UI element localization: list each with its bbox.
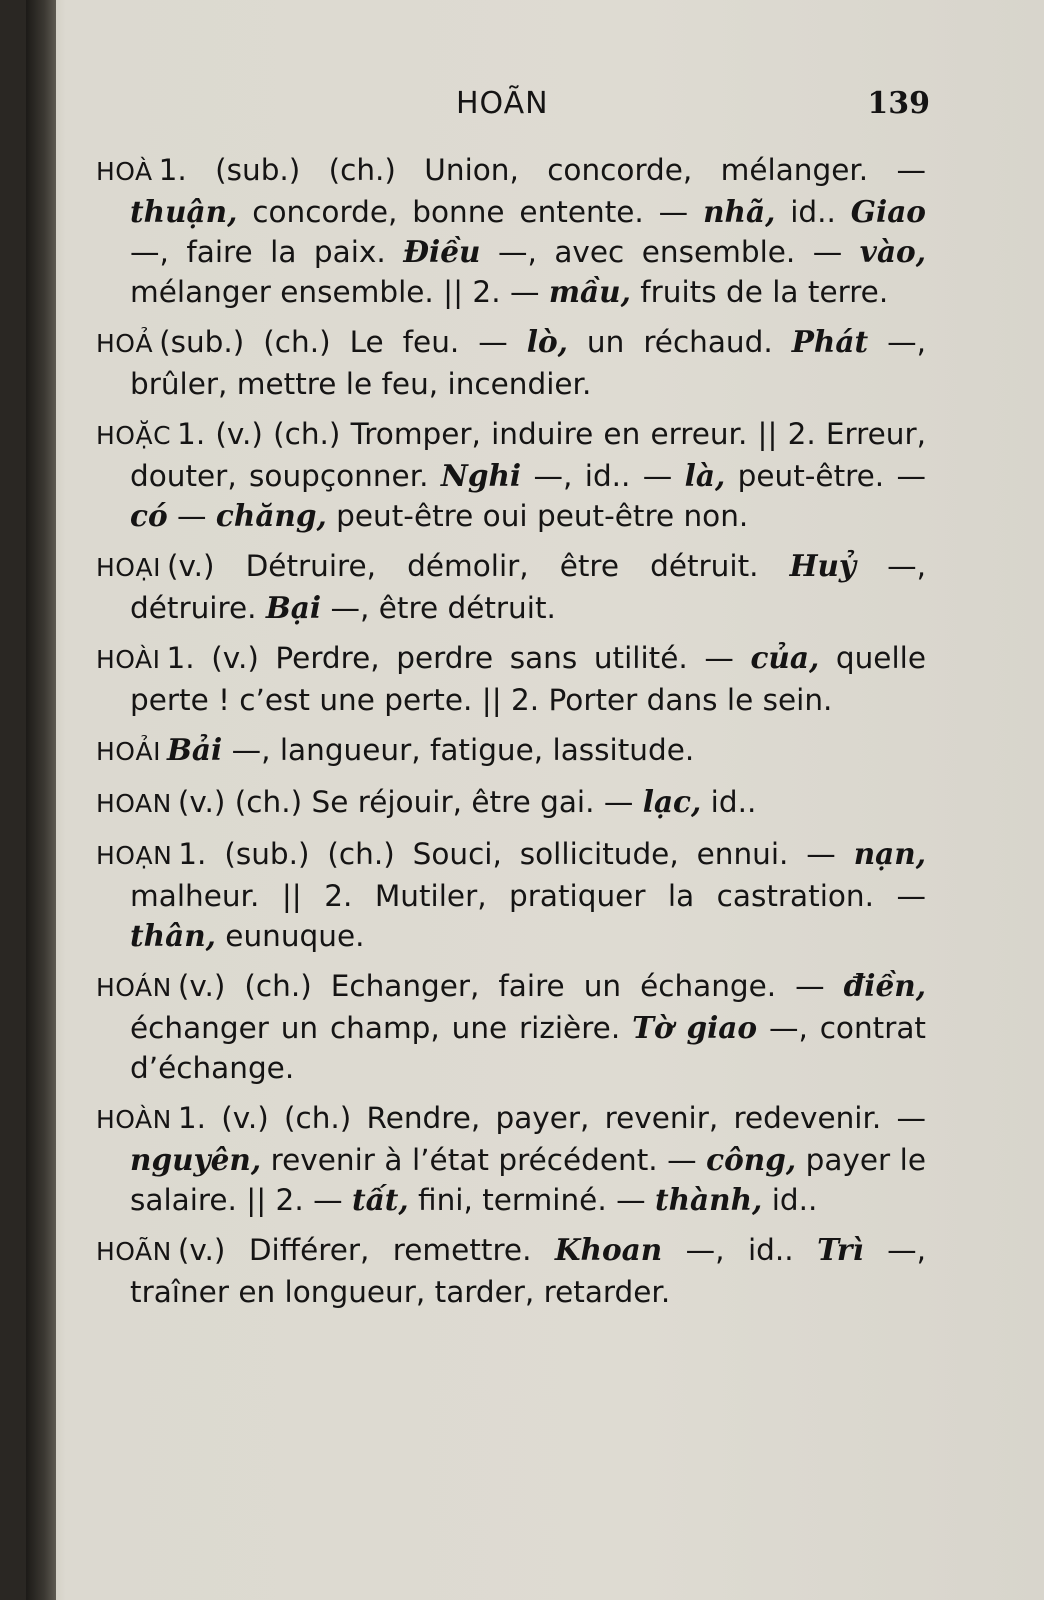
definition-text: 1. (sub.) (ch.) Souci, sollicitude, ennui. — — [178, 837, 854, 871]
definition-text: —, id.. — — [521, 459, 685, 493]
vietnamese-term: thành, — [654, 1182, 763, 1217]
definition-text: —, détruire. — [130, 549, 926, 625]
vietnamese-term: công, — [706, 1142, 797, 1177]
entry-headword: HOÃN — [96, 1237, 172, 1266]
definition-text: 1. (v.) (ch.) Rendre, payer, revenir, redevenir. — — [177, 1101, 926, 1135]
vietnamese-term: thuận, — [130, 194, 238, 229]
vietnamese-term: Nghi — [440, 458, 522, 493]
definition-text: mélanger ensemble. || 2. — — [130, 275, 549, 309]
definition-text: —, langueur, fatigue, lassitude. — [222, 733, 695, 767]
entry-headword: HOẢ — [96, 329, 154, 358]
definition-text: (v.) Détruire, démolir, être détruit. — [166, 549, 790, 583]
definition-text: id.. — [775, 195, 851, 229]
definition-text: id.. — [701, 785, 757, 819]
definition-text: fruits de la terre. — [630, 275, 889, 309]
dictionary-entry — [96, 414, 926, 536]
dictionary-entry — [96, 782, 926, 824]
entry-headword: HOẶC — [96, 421, 172, 450]
definition-text: échanger un champ, une rizière. — [130, 1011, 633, 1045]
vietnamese-term: điền, — [843, 968, 926, 1003]
vietnamese-term: mầu, — [548, 274, 631, 309]
definition-text: 1. (v.) Perdre, perdre sans utilité. — — [166, 641, 751, 675]
vietnamese-term: vào, — [859, 234, 926, 269]
vietnamese-term: là, — [684, 458, 726, 493]
vietnamese-term: thân, — [130, 918, 216, 953]
vietnamese-term: Tờ giao — [632, 1010, 758, 1045]
definition-text: 1. (v.) (ch.) Tromper, induire en erreur. || 2. Erreur, douter, soupçonner. — [130, 417, 926, 493]
definition-text: peut-être oui peut-être non. — [326, 499, 749, 533]
definition-text: peut-être. — — [725, 459, 927, 493]
definition-text: payer le salaire. || 2. — — [130, 1143, 926, 1217]
definition-text: malheur. || 2. Mutiler, pratiquer la castration. — — [130, 879, 926, 913]
dictionary-entry — [96, 730, 926, 772]
dictionary-entry — [96, 546, 926, 628]
vietnamese-term: Khoan — [554, 1232, 663, 1267]
definition-text: fini, terminé. — — [408, 1183, 655, 1217]
vietnamese-term: Bải — [166, 732, 223, 767]
dictionary-page — [26, 0, 1044, 1600]
definition-text: un réchaud. — [567, 325, 792, 359]
vietnamese-term: Trì — [817, 1232, 864, 1267]
entry-headword: HOÁN — [96, 973, 172, 1002]
vietnamese-term: tất, — [351, 1182, 409, 1217]
definition-text: (sub.) (ch.) Le feu. — — [159, 325, 527, 359]
definition-text: —, traîner en longueur, tarder, retarder. — [130, 1233, 926, 1309]
definition-text: id.. — [762, 1183, 818, 1217]
vietnamese-term: nguyên, — [130, 1142, 262, 1177]
vietnamese-term: có — [130, 498, 168, 533]
definition-text: —, avec ensemble. — — [480, 235, 860, 269]
vietnamese-term: của, — [750, 640, 820, 675]
entry-headword: HOÀ — [96, 157, 153, 186]
dictionary-entry — [96, 322, 926, 404]
vietnamese-term: lạc, — [642, 784, 702, 819]
definition-text: (v.) (ch.) Echanger, faire un échange. — — [177, 969, 844, 1003]
page-number: 139 — [867, 86, 930, 121]
dictionary-entry — [96, 1098, 926, 1220]
definition-text: —, id.. — [662, 1233, 818, 1267]
vietnamese-term: Phát — [791, 324, 869, 359]
dictionary-entry — [96, 834, 926, 956]
entry-headword: HOAN — [96, 789, 172, 818]
entry-list — [96, 150, 926, 1322]
definition-text: revenir à l’état précédent. — — [261, 1143, 707, 1177]
definition-text: —, contrat d’échange. — [130, 1011, 926, 1085]
dictionary-entry — [96, 638, 926, 720]
definition-text: quelle perte ! c’est une perte. || 2. Porter dans le sein. — [130, 641, 926, 717]
running-head: HOÃN — [456, 86, 549, 121]
vietnamese-term: nhã, — [703, 194, 776, 229]
entry-headword: HOÀN — [96, 1105, 172, 1134]
vietnamese-term: Bại — [265, 590, 322, 625]
definition-text: —, être détruit. — [321, 591, 556, 625]
definition-text: eunuque. — [215, 919, 365, 953]
vietnamese-term: Điều — [403, 234, 481, 269]
entry-headword: HOẠN — [96, 841, 173, 870]
definition-text: —, brûler, mettre le feu, incendier. — [130, 325, 926, 401]
vietnamese-term: nạn, — [853, 836, 926, 871]
vietnamese-term: Huỷ — [789, 548, 857, 583]
definition-text: —, faire la paix. — [130, 235, 404, 269]
definition-text: (v.) Différer, remettre. — [177, 1233, 555, 1267]
entry-headword: HOẠI — [96, 553, 161, 582]
entry-headword: HOẢI — [96, 737, 161, 766]
vietnamese-term: Giao — [850, 194, 926, 229]
dictionary-entry — [96, 966, 926, 1088]
definition-text: 1. (sub.) (ch.) Union, concorde, mélanger. — — [158, 153, 926, 187]
dictionary-entry — [96, 1230, 926, 1312]
dictionary-entry — [96, 150, 926, 312]
definition-text: (v.) (ch.) Se réjouir, être gai. — — [177, 785, 643, 819]
definition-text: concorde, bonne entente. — — [237, 195, 704, 229]
vietnamese-term: chăng, — [215, 498, 327, 533]
definition-text: — — [167, 499, 216, 533]
entry-headword: HOÀI — [96, 645, 161, 674]
book-spine-shadow — [26, 0, 56, 1600]
vietnamese-term: lò, — [526, 324, 568, 359]
